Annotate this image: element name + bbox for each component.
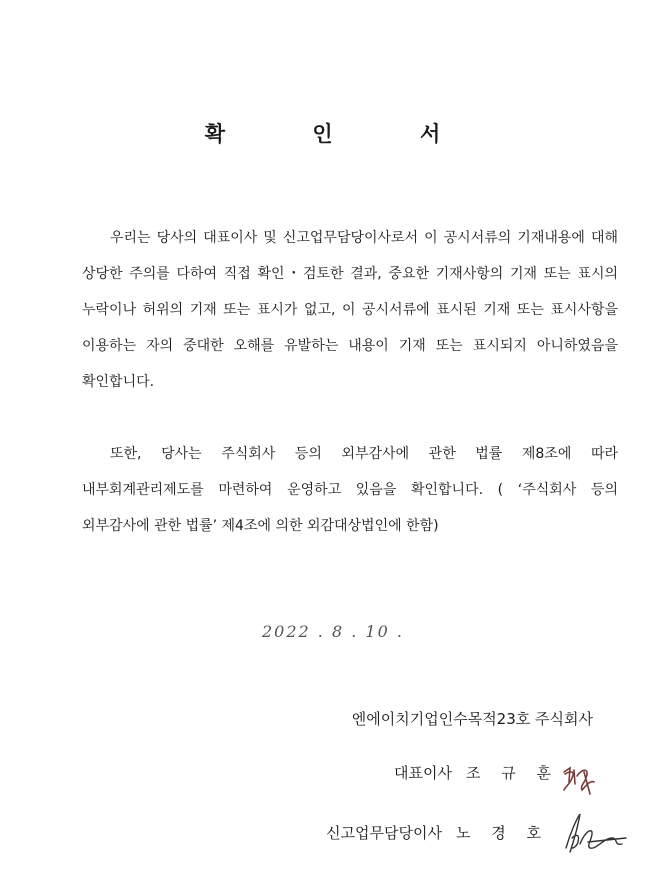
disclosure-director-title: 신고업무담당이사: [326, 824, 442, 842]
confirmation-paragraph: [82, 220, 618, 400]
ceo-signature: [560, 762, 600, 798]
ceo-line: [394, 762, 559, 783]
company-name: 엔에이치기업인수목적23호 주식회사: [351, 710, 593, 728]
disclosure-director-line: [326, 822, 549, 843]
document-title: 확 인 서: [204, 122, 481, 146]
internal-control-paragraph: [82, 436, 618, 544]
disclosure-director-name: 노 경 호: [455, 824, 549, 842]
internal-control-text: 또한, 당사는 주식회사 등의 외부감사에 관한 법률 제8조에 따라 내부회계관리제도를 마련하여 운영하고 있음을 확인합니다. ( ‘주식회사 등의 외부감사에 관한 법률’ 제4조에 의한 외감대상법인에 한함): [82, 446, 618, 534]
handwritten-date: 2022 . 8 . 10 .: [262, 622, 404, 641]
ceo-title: 대표이사: [394, 764, 452, 782]
ceo-name: 조 규 훈: [465, 764, 559, 782]
confirmation-text: 우리는 당사의 대표이사 및 신고업무담당이사로서 이 공시서류의 기재내용에 대해 상당한 주의를 다하여 직접 확인・검토한 결과, 중요한 기재사항의 기재 또는 표시의 누락이나 허위의 기재 또는 표시가 없고, 이 공시서류에 표시된 기재 또는 표시사항을 이용하는 자의 중대한 오해를 유발하는 내용이 기재 또는 표시되지 아니하였음을 확인합니다.: [82, 230, 618, 390]
director-signature: [560, 808, 630, 860]
